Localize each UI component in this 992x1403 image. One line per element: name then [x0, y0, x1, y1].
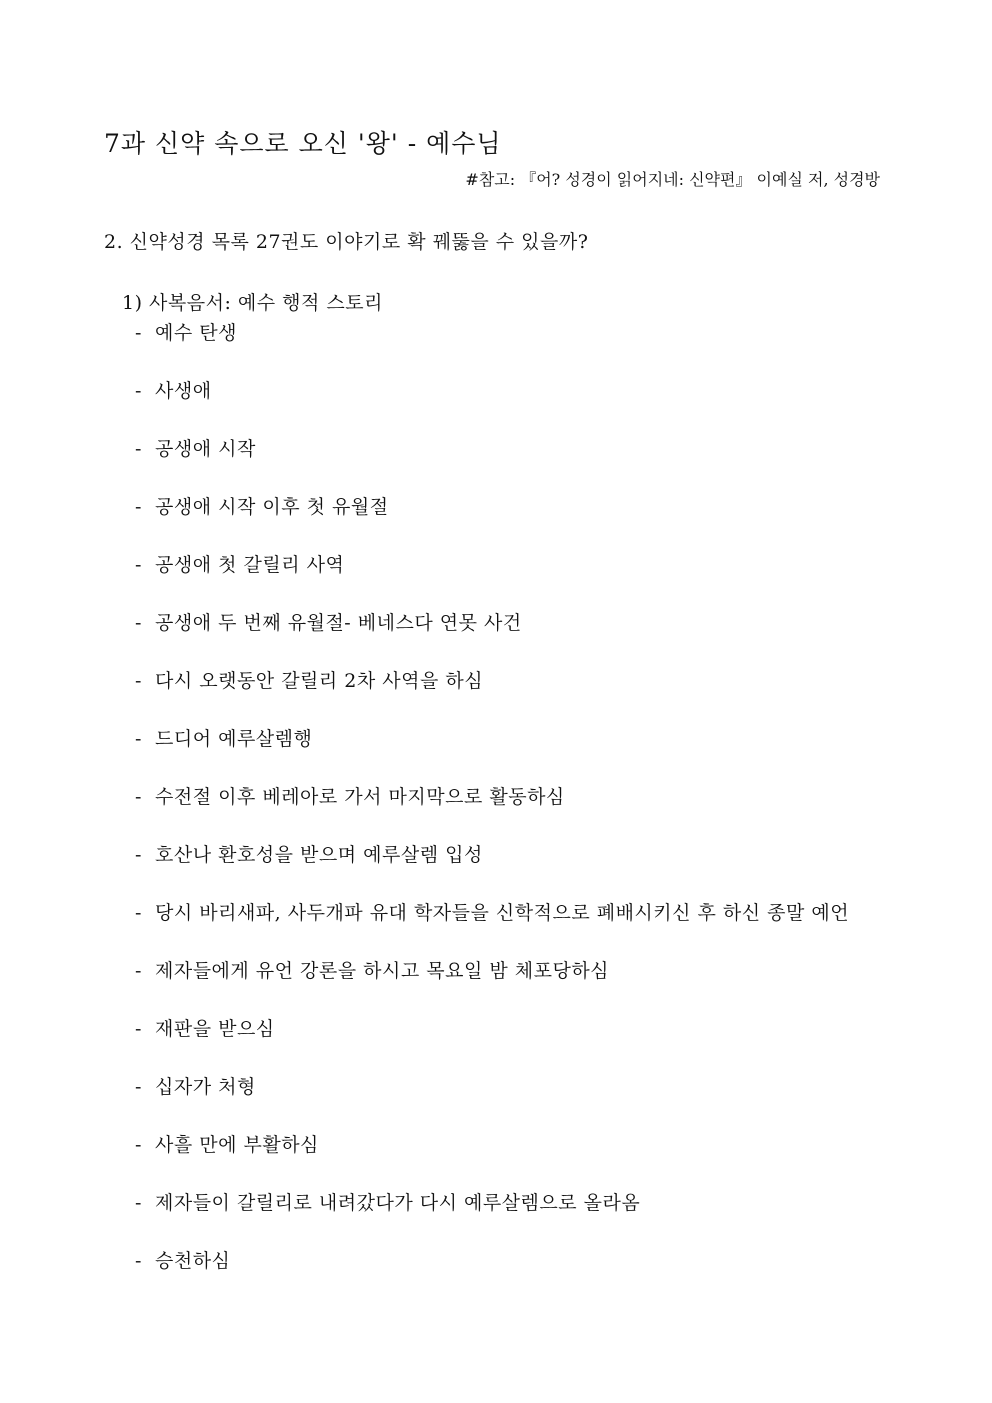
list-item: [135, 899, 849, 957]
list-item: [135, 493, 849, 551]
list-item: [135, 609, 849, 667]
list-item: [135, 783, 849, 841]
list-item: [135, 841, 849, 899]
list-item-text: 공생애 두 번째 유월절- 베네스다 연못 사건: [155, 612, 522, 634]
gospel-story-list: [135, 319, 849, 1305]
list-item-text: 제자들에게 유언 강론을 하시고 목요일 밤 체포당하심: [155, 960, 610, 982]
section-heading: 2. 신약성경 목록 27권도 이야기로 확 꿰뚫을 수 있을까?: [104, 231, 589, 253]
bullet-marker: -: [135, 786, 142, 808]
list-item: [135, 957, 849, 1015]
list-item-text: 다시 오랫동안 갈릴리 2차 사역을 하심: [155, 670, 484, 692]
list-item-text: 사흘 만에 부활하심: [155, 1134, 319, 1156]
list-item-text: 호산나 환호성을 받으며 예루살렘 입성: [155, 844, 483, 866]
list-item-text: 드디어 예루살렘행: [155, 728, 313, 750]
list-item: [135, 1189, 849, 1247]
bullet-marker: -: [135, 612, 142, 634]
bullet-marker: -: [135, 1018, 142, 1040]
list-item: [135, 319, 849, 377]
list-item: [135, 1131, 849, 1189]
list-item: [135, 1015, 849, 1073]
bullet-marker: -: [135, 322, 142, 344]
list-item: [135, 725, 849, 783]
lesson-title: 7과 신약 속으로 오신 '왕' - 예수님: [104, 129, 502, 158]
bullet-marker: -: [135, 728, 142, 750]
list-item: [135, 435, 849, 493]
bullet-marker: -: [135, 1134, 142, 1156]
bullet-marker: -: [135, 1076, 142, 1098]
list-item-text: 승천하심: [155, 1250, 231, 1272]
subsection-heading: 1) 사복음서: 예수 행적 스토리: [122, 292, 383, 314]
list-item-text: 재판을 받으심: [155, 1018, 275, 1040]
bullet-marker: -: [135, 844, 142, 866]
bullet-marker: -: [135, 380, 142, 402]
list-item-text: 당시 바리새파, 사두개파 유대 학자들을 신학적으로 폐배시키신 후 하신 종말 예언: [155, 902, 850, 924]
reference-note: #참고: 『어? 성경이 읽어지네: 신약편』 이예실 저, 성경방: [465, 170, 880, 189]
bullet-marker: -: [135, 902, 142, 924]
bullet-marker: -: [135, 670, 142, 692]
list-item: [135, 1247, 849, 1305]
bullet-marker: -: [135, 1192, 142, 1214]
list-item-text: 수전절 이후 베레아로 가서 마지막으로 활동하심: [155, 786, 565, 808]
list-item-text: 공생애 시작 이후 첫 유월절: [155, 496, 389, 518]
list-item-text: 사생애: [155, 380, 212, 402]
bullet-marker: -: [135, 554, 142, 576]
bullet-marker: -: [135, 438, 142, 460]
list-item: [135, 667, 849, 725]
bullet-marker: -: [135, 960, 142, 982]
list-item-text: 공생애 첫 갈릴리 사역: [155, 554, 345, 576]
list-item-text: 십자가 처형: [155, 1076, 256, 1098]
list-item-text: 제자들이 갈릴리로 내려갔다가 다시 예루살렘으로 올라옴: [155, 1192, 641, 1214]
list-item-text: 예수 탄생: [155, 322, 237, 344]
bullet-marker: -: [135, 1250, 142, 1272]
list-item: [135, 551, 849, 609]
bullet-marker: -: [135, 496, 142, 518]
list-item: [135, 377, 849, 435]
list-item-text: 공생애 시작: [155, 438, 256, 460]
list-item: [135, 1073, 849, 1131]
